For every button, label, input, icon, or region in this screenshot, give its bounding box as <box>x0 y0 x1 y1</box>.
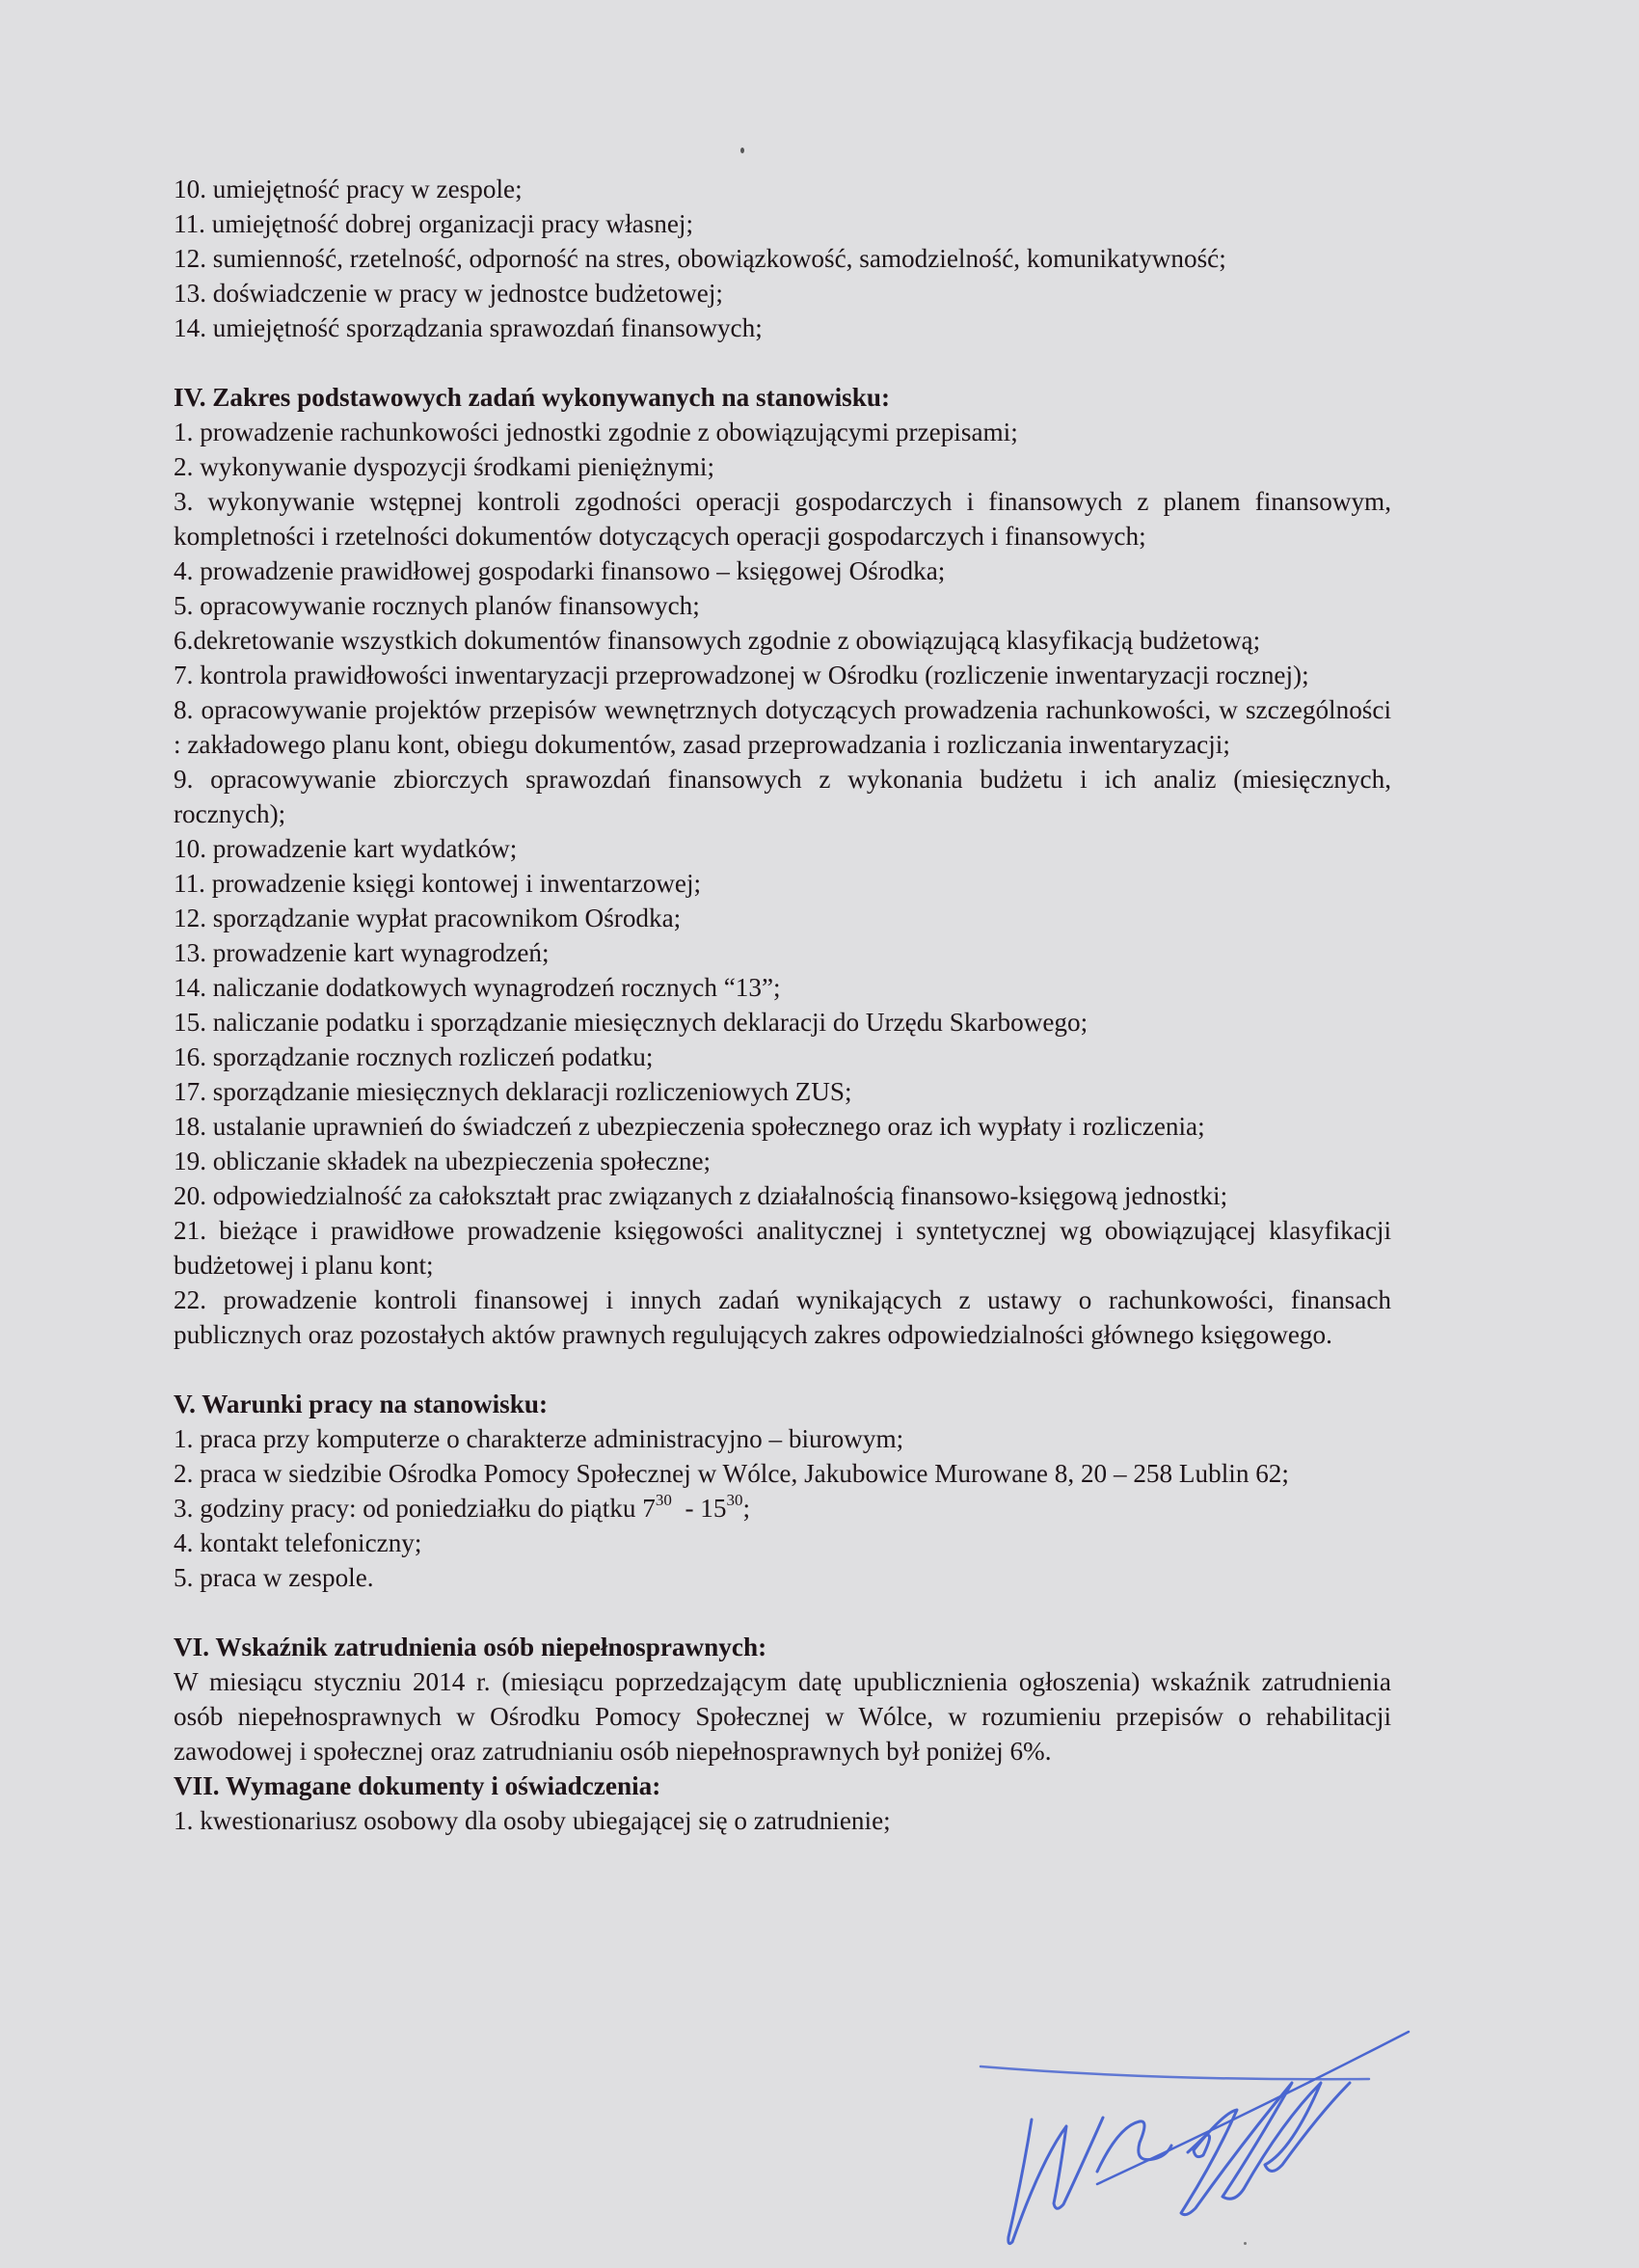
list-item: 22. prowadzenie kontroli finansowej i innych zadań wynikających z ustawy o rachunkowości, finansach publicznych oraz pozostałych aktów prawnych regulujących zakres odpowiedzialności głównego księgowego. <box>174 1285 1391 1349</box>
list-item: 13. doświadczenie w pracy w jednostce budżetowej; <box>174 279 723 308</box>
end-minutes: 30 <box>726 1490 743 1509</box>
list-item: 2. wykonywanie dyspozycji środkami pieniężnymi; <box>174 452 715 481</box>
scan-speck <box>740 148 744 153</box>
list-item: 15. naliczanie podatku i sporządzanie miesięcznych deklaracji do Urzędu Skarbowego; <box>174 1008 1088 1037</box>
qualifications-list <box>174 172 1391 345</box>
list-item: 1. prowadzenie rachunkowości jednostki zgodnie z obowiązującymi przepisami; <box>174 418 1018 446</box>
list-item: 10. prowadzenie kart wydatków; <box>174 834 518 863</box>
list-item: 10. umiejętność pracy w zespole; <box>174 175 523 203</box>
list-item: 1. praca przy komputerze o charakterze administracyjno – biurowym; <box>174 1424 904 1453</box>
signature-letter-stroke <box>1008 2118 1103 2244</box>
list-item: 12. sporządzanie wypłat pracownikom Ośrodka; <box>174 904 682 932</box>
list-item: 18. ustalanie uprawnień do świadczeń z ubezpieczenia społecznego oraz ich wypłaty i rozliczenia; <box>174 1112 1205 1141</box>
list-item: 14. umiejętność sporządzania sprawozdań finansowych; <box>174 313 763 342</box>
section-v <box>174 1387 1391 1595</box>
list-item: 5. praca w zespole. <box>174 1563 374 1592</box>
list-item: 4. kontakt telefoniczny; <box>174 1528 422 1557</box>
signature-letter-stroke <box>1097 2121 1171 2172</box>
scan-speck <box>1244 2242 1247 2245</box>
list-item: 12. sumienność, rzetelność, odporność na stres, obowiązkowość, samodzielność, komunikatywność; <box>174 244 1226 273</box>
start-hour: 7 <box>642 1494 656 1523</box>
list-item: 6.dekretowanie wszystkich dokumentów finansowych zgodnie z obowiązującą klasyfikacją budżetową; <box>174 626 1261 655</box>
list-item: 7. kontrola prawidłowości inwentaryzacji przeprowadzonej w Ośrodku (rozliczenie inwentaryzacji rocznej); <box>174 661 1309 689</box>
section-heading: V. Warunki pracy na stanowisku: <box>174 1390 549 1418</box>
section-iv <box>174 380 1391 1352</box>
list-item: 19. obliczanie składek na ubezpieczenia społeczne; <box>174 1147 712 1175</box>
signature-diagonal-stroke <box>1097 2032 1409 2184</box>
section-heading: IV. Zakres podstawowych zadań wykonywanych na stanowisku: <box>174 383 891 412</box>
end-hour: 15 <box>700 1494 727 1523</box>
section-heading: VI. Wskaźnik zatrudnienia osób niepełnosprawnych: <box>174 1633 767 1661</box>
list-item: 16. sporządzanie rocznych rozliczeń podatku; <box>174 1042 654 1071</box>
list-item: 4. prowadzenie prawidłowej gospodarki finansowo – księgowej Ośrodka; <box>174 556 946 585</box>
working-hours-item <box>174 1491 1391 1526</box>
list-item: 13. prowadzenie kart wynagrodzeń; <box>174 938 550 967</box>
hours-suffix: ; <box>742 1494 751 1523</box>
list-item: 2. praca w siedzibie Ośrodka Pomocy Społecznej w Wólce, Jakubowice Murowane 8, 20 – 258 Lublin 62; <box>174 1459 1289 1488</box>
section-body: W miesiącu styczniu 2014 r. (miesiącu poprzedzającym datę upublicznienia ogłoszenia) wskaźnik zatrudnienia osób niepełnosprawnych w Ośrodku Pomocy Społecznej w Wólce, w rozumieniu przepisów o rehabilitacji zawodowej i społecznej oraz zatrudnianiu osób niepełnosprawnych był poniżej 6%. <box>174 1667 1391 1766</box>
list-item: 20. odpowiedzialność za całokształt prac związanych z działalnością finansowo-księgową jednostki; <box>174 1181 1228 1210</box>
list-item: 11. prowadzenie księgi kontowej i inwentarzowej; <box>174 869 702 898</box>
list-item: 8. opracowywanie projektów przepisów wewnętrznych dotyczących prowadzenia rachunkowości, w szczególności : zakładowego planu kont, obiegu dokumentów, zasad przeprowadzania i rozliczania inwentaryzacji; <box>174 695 1391 759</box>
spacer <box>174 345 1391 380</box>
list-item: 3. wykonywanie wstępnej kontroli zgodności operacji gospodarczych i finansowych z planem finansowym, kompletności i rzetelności dokumentów dotyczących operacji gospodarczych i finansowych; <box>174 487 1391 551</box>
section-vii <box>174 1768 1391 1838</box>
section-vi <box>174 1630 1391 1768</box>
hours-prefix: 3. godziny pracy: od poniedziałku do piątku <box>174 1494 643 1523</box>
signature-underline-stroke <box>981 2066 1369 2079</box>
list-item: 21. bieżące i prawidłowe prowadzenie księgowości analitycznej i syntetycznej wg obowiązującej klasyfikacji budżetowej i planu kont; <box>174 1216 1391 1280</box>
start-minutes: 30 <box>655 1490 672 1509</box>
spacer <box>174 1595 1391 1630</box>
signature-letter-stroke <box>1181 2083 1350 2215</box>
list-item: 1. kwestionariusz osobowy dla osoby ubiegającej się o zatrudnienie; <box>174 1806 891 1835</box>
list-item: 11. umiejętność dobrej organizacji pracy własnej; <box>174 209 694 238</box>
list-item: 14. naliczanie dodatkowych wynagrodzeń rocznych “13”; <box>174 973 781 1002</box>
spacer <box>174 1352 1391 1387</box>
list-item: 17. sporządzanie miesięcznych deklaracji rozliczeniowych ZUS; <box>174 1077 852 1106</box>
list-item: 5. opracowywanie rocznych planów finansowych; <box>174 591 700 620</box>
section-heading: VII. Wymagane dokumenty i oświadczenia: <box>174 1771 661 1800</box>
document-page <box>174 172 1391 1838</box>
hours-separator: - <box>671 1494 701 1523</box>
list-item: 9. opracowywanie zbiorczych sprawozdań finansowych z wykonania budżetu i ich analiz (miesięcznych, rocznych); <box>174 765 1391 828</box>
